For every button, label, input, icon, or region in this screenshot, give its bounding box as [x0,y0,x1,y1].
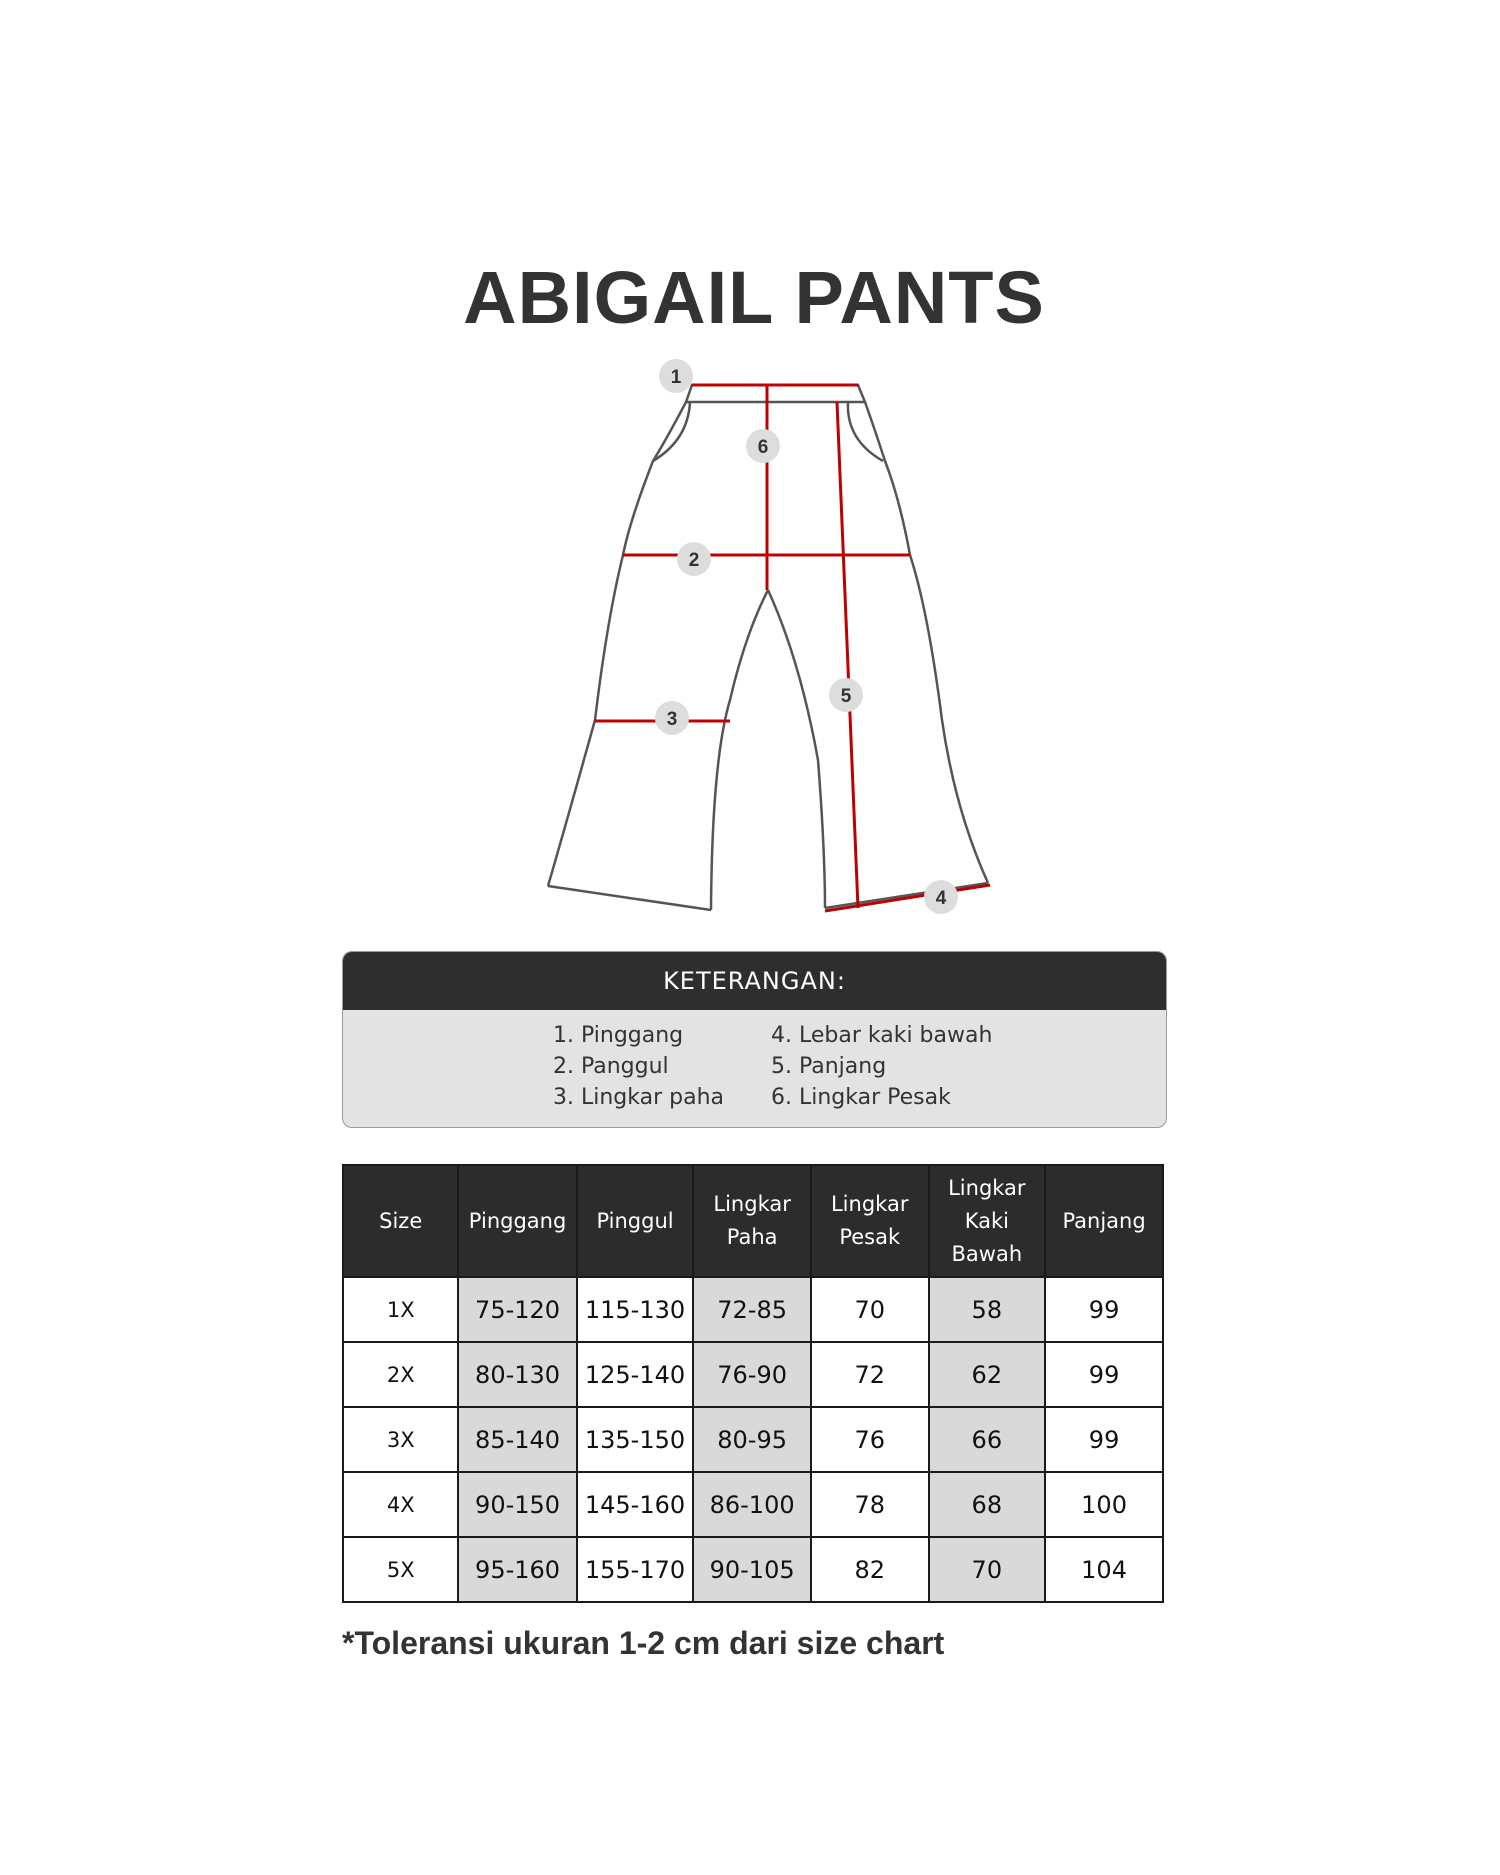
legend-column-left [553,1020,724,1113]
marker-1 [659,359,693,393]
table-header-row [343,1165,1163,1277]
cell-panjang: 100 [1045,1472,1163,1537]
cell-lingkar-pesak: 70 [811,1277,929,1342]
cell-lingkar-paha: 72-85 [693,1277,811,1342]
cell-pinggang: 85-140 [458,1407,576,1472]
cell-pinggul: 155-170 [577,1537,694,1602]
svg-text:5: 5 [840,686,852,707]
header-size: Size [343,1165,458,1277]
header-lingkar-paha: Lingkar Paha [693,1165,811,1277]
legend-item: 6. Lingkar Pesak [771,1085,951,1110]
cell-pinggul: 135-150 [577,1407,694,1472]
table-row [343,1472,1163,1537]
table-row [343,1407,1163,1472]
svg-text:6: 6 [757,437,769,458]
cell-panjang: 104 [1045,1537,1163,1602]
cell-lingkar-kaki-bawah: 58 [929,1277,1046,1342]
cell-size: 3X [343,1407,458,1472]
cell-panjang: 99 [1045,1342,1163,1407]
cell-panjang: 99 [1045,1407,1163,1472]
legend-heading: KETERANGAN: [343,952,1166,1010]
cell-pinggul: 115-130 [577,1277,694,1342]
legend-item: 3. Lingkar paha [553,1085,725,1110]
cell-lingkar-pesak: 78 [811,1472,929,1537]
svg-text:4: 4 [935,888,947,909]
legend-item: 1. Pinggang [553,1023,684,1048]
cell-pinggang: 95-160 [458,1537,576,1602]
marker-6 [746,429,780,463]
cell-lingkar-kaki-bawah: 68 [929,1472,1046,1537]
header-panjang: Panjang [1045,1165,1163,1277]
page-title: ABIGAIL PANTS [463,256,1045,339]
legend-panel [342,951,1167,1128]
cell-lingkar-paha: 80-95 [693,1407,811,1472]
cell-panjang: 99 [1045,1277,1163,1342]
marker-5 [829,678,863,712]
cell-pinggang: 80-130 [458,1342,576,1407]
header-pinggul: Pinggul [577,1165,694,1277]
header-lingkar-kaki-bawah: Lingkar Kaki Bawah [929,1165,1046,1277]
svg-text:3: 3 [666,709,678,730]
legend-column-right [771,1020,992,1113]
cell-pinggang: 90-150 [458,1472,576,1537]
legend-item: 4. Lebar kaki bawah [771,1023,993,1048]
marker-4 [924,880,958,914]
cell-lingkar-paha: 86-100 [693,1472,811,1537]
svg-text:2: 2 [688,550,700,571]
marker-2 [677,542,711,576]
marker-3 [655,701,689,735]
cell-pinggang: 75-120 [458,1277,576,1342]
table-row [343,1277,1163,1342]
header-pinggang: Pinggang [458,1165,576,1277]
cell-lingkar-pesak: 76 [811,1407,929,1472]
cell-size: 5X [343,1537,458,1602]
cell-lingkar-kaki-bawah: 62 [929,1342,1046,1407]
tolerance-note: *Toleransi ukuran 1-2 cm dari size chart [342,1625,945,1661]
svg-text:1: 1 [670,367,682,388]
cell-pinggul: 145-160 [577,1472,694,1537]
cell-lingkar-pesak: 72 [811,1342,929,1407]
table-row [343,1342,1163,1407]
cell-lingkar-kaki-bawah: 66 [929,1407,1046,1472]
cell-size: 1X [343,1277,458,1342]
legend-item: 2. Panggul [553,1054,669,1079]
header-lingkar-pesak: Lingkar Pesak [811,1165,929,1277]
size-chart-table [342,1164,1164,1603]
cell-lingkar-paha: 90-105 [693,1537,811,1602]
cell-lingkar-paha: 76-90 [693,1342,811,1407]
cell-size: 2X [343,1342,458,1407]
table-row [343,1537,1163,1602]
cell-lingkar-pesak: 82 [811,1537,929,1602]
cell-size: 4X [343,1472,458,1537]
cell-pinggul: 125-140 [577,1342,694,1407]
legend-item: 5. Panjang [771,1054,887,1079]
cell-lingkar-kaki-bawah: 70 [929,1537,1046,1602]
